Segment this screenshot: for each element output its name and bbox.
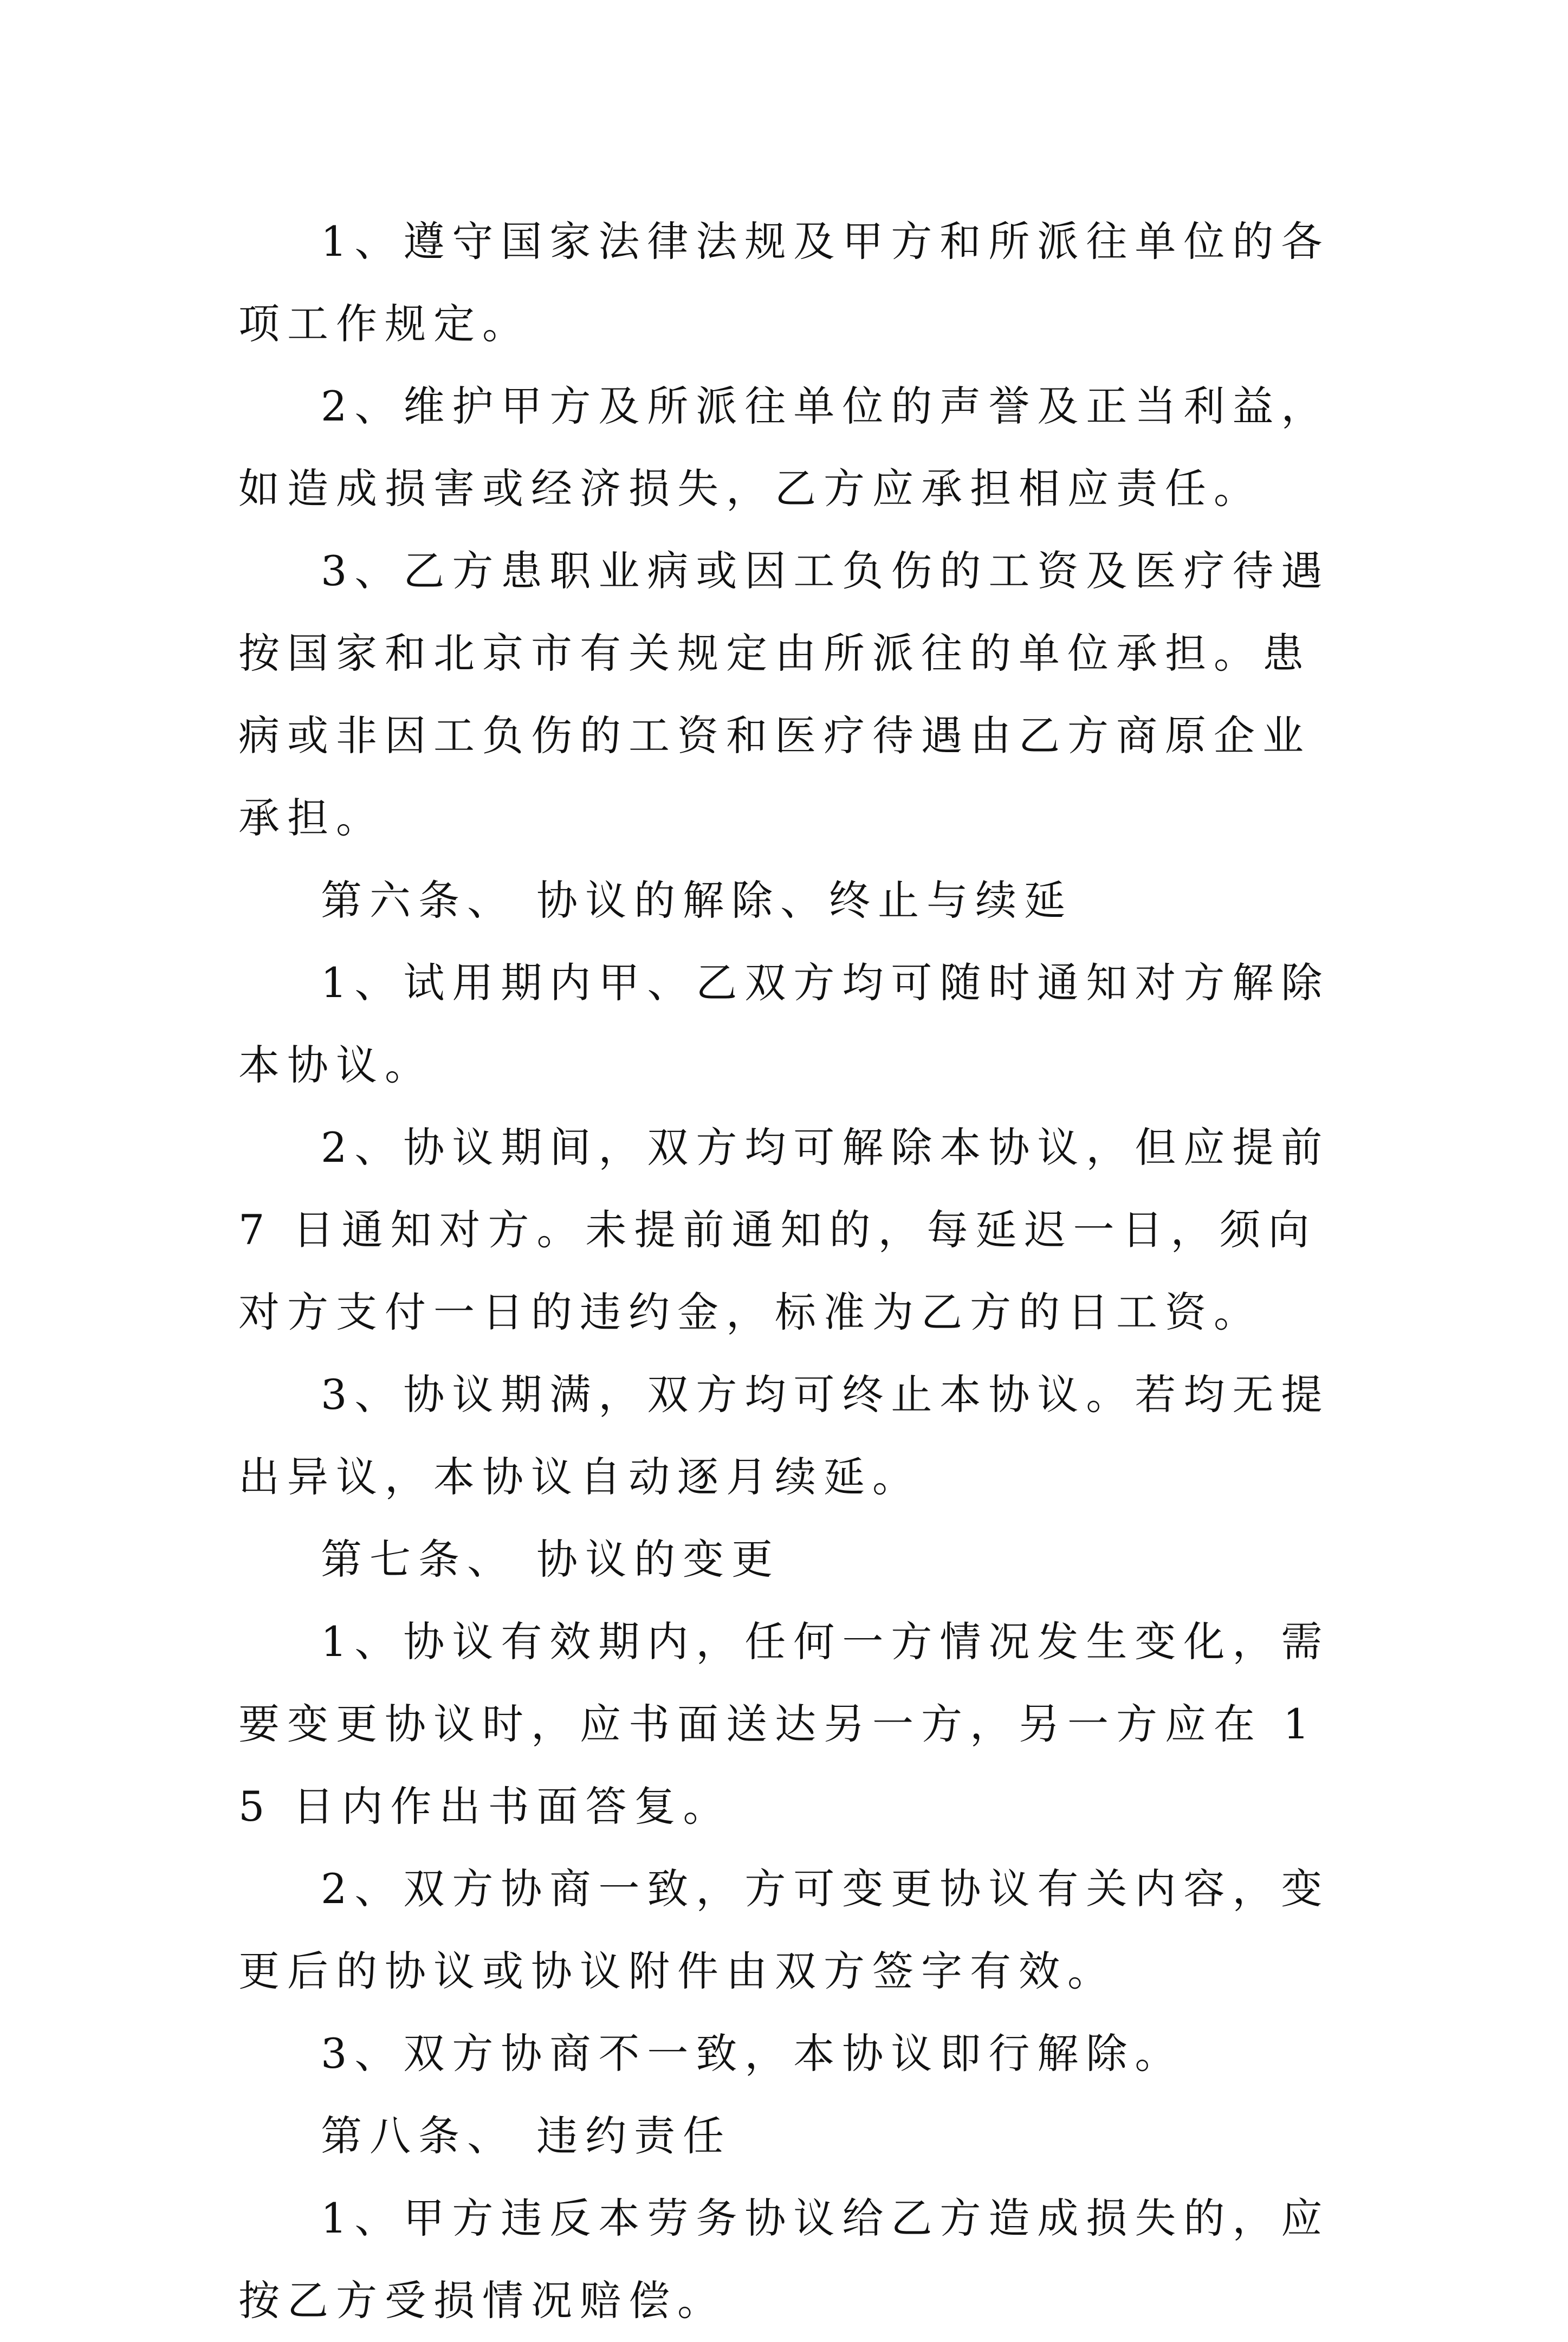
paragraph-rule-3: 3、乙方患职业病或因工负伤的工资及医疗待遇按国家和北京市有关规定由所派往的单位承担。患病或非因工负伤的工资和医疗待遇由乙方商原企业承担。 <box>238 547 1330 842</box>
paragraph-article-6-item-1: 1、试用期内甲、乙双方均可随时通知对方解除本协议。 <box>238 959 1330 1089</box>
paragraph-article-8-item-1: 1、甲方违反本劳务协议给乙方造成损失的，应按乙方受损情况赔偿。 <box>238 2194 1330 2325</box>
paragraph-article-6-item-3: 3、协议期满，双方均可终止本协议。若均无提出异议，本协议自动逐月续延。 <box>238 1370 1330 1501</box>
section-heading-article-6: 第六条、 协议的解除、终止与续延 <box>321 876 1073 924</box>
paragraph-article-7-item-3: 3、双方协商不一致，本协议即行解除。 <box>321 2029 1184 2078</box>
document-body <box>238 200 1333 2342</box>
paragraph-article-6-item-2: 2、协议期间，双方均可解除本协议，但应提前 7 日通知对方。未提前通知的，每延迟一日，须向对方支付一日的违约金，标准为乙方的日工资。 <box>238 1123 1330 1336</box>
section-heading-article-7: 第七条、 协议的变更 <box>321 1535 781 1583</box>
paragraph-article-7-item-1: 1、协议有效期内，任何一方情况发生变化，需要变更协议时，应书面送达另一方，另一方应在 15 日内作出书面答复。 <box>238 1618 1330 1830</box>
paragraph-rule-2: 2、维护甲方及所派往单位的声誉及正当利益，如造成损害或经济损失，乙方应承担相应责任。 <box>238 382 1330 513</box>
paragraph-rule-1: 1、遵守国家法律法规及甲方和所派往单位的各项工作规定。 <box>238 217 1330 348</box>
paragraph-article-7-item-2: 2、双方协商一致，方可变更协议有关内容，变更后的协议或协议附件由双方签字有效。 <box>238 1865 1330 1995</box>
section-heading-article-8: 第八条、 违约责任 <box>321 2112 732 2160</box>
